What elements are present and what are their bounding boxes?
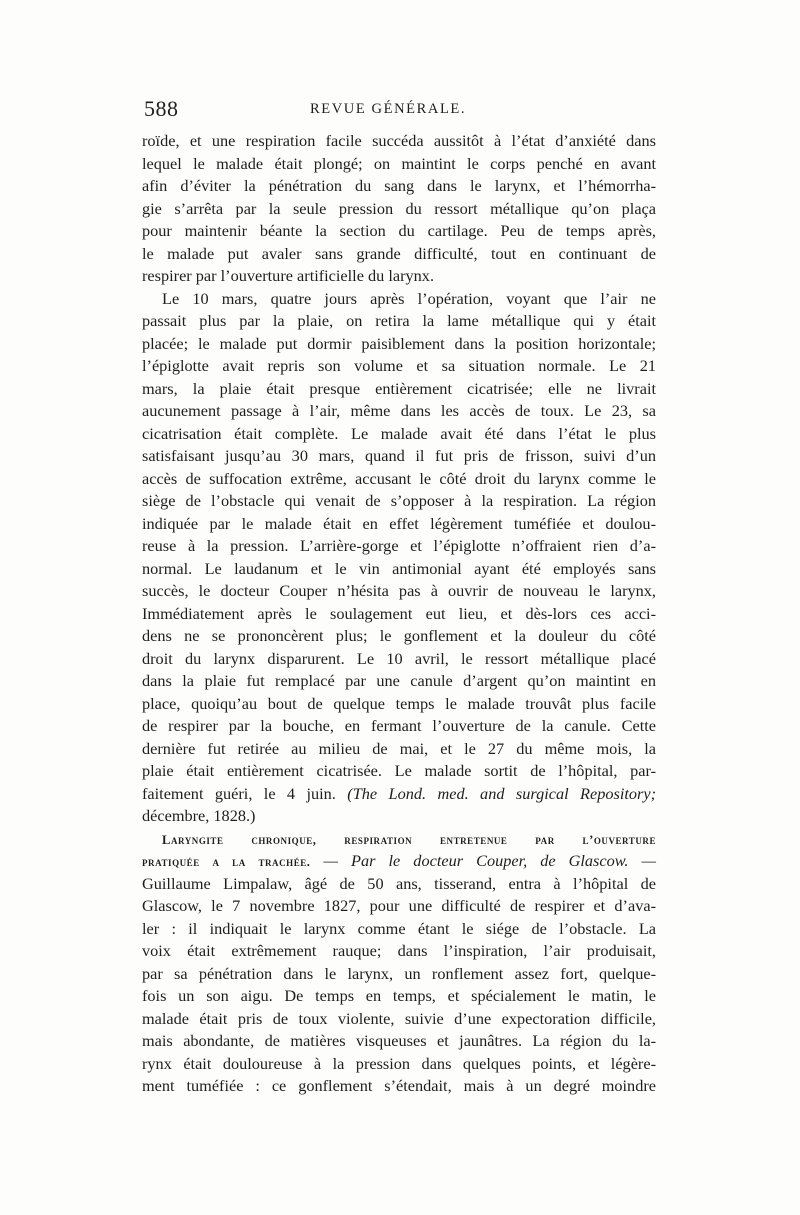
text-line: décembre, 1828.) [142,806,256,825]
article-title-continued: pratiquée a la trachée. [142,855,311,869]
text-line: cicatrisation était complète. Le malade avait été dans l’état le plus [142,423,656,443]
article-author: — Par le docteur Couper, de Glascow. — [323,851,656,870]
text-line: siège de l’obstacle qui venait de s’opposer à la respiration. La région [142,491,656,510]
text-line: indiquée par le malade était en effet légèrement tuméfiée et doulou- [142,513,656,533]
source-citation: (The Lond. med. and surgical Repository; [347,783,656,803]
page-header [144,96,656,126]
text-line: succès, le docteur Couper n’hésita pas à ouvrir de nouveau le larynx, [142,581,656,600]
article-title: Laryngite chronique, respiration entretenue par l’ouverture [162,832,656,847]
text-line: de respirer par la bouche, en fermant l’ouverture de la canule. Cette [142,716,656,735]
text-run: faitement guéri, le 4 juin. [142,783,336,803]
text-line: respirer par l’ouverture artificielle du larynx. [142,266,435,285]
text-line: l’épiglotte avait repris son volume et sa situation normale. Le 21 [142,356,656,375]
text-line: malade était pris de toux violente, suivie d’une expectoration difficile, [142,1008,656,1028]
paragraph-start-line: Le 10 mars, quatre jours après l’opération, voyant que l’air ne [162,288,656,308]
citation-line [142,783,656,806]
article-heading-line [142,828,656,851]
text-line: lequel le malade était plongé; on maintint le corps penché en avant [142,153,656,173]
page-number: 588 [144,96,179,121]
text-line: fois un son aigu. De temps en temps, et spécialement le matin, le [142,986,656,1005]
text-line: place, quoiqu’au bout de quelque temps le malade trouvât plus facile [142,693,656,713]
text-line: passait plus par la plaie, on retira la lame métallique qui y était [142,311,656,330]
text-line: rynx était douloureuse à la pression dans quelques points, et légère- [142,1053,656,1073]
text-line: afin d’éviter la pénétration du sang dans le larynx, et l’hémorrha- [142,176,656,195]
text-line: placée; le malade put dormir paisiblement dans la position horizontale; [142,333,656,353]
text-line: Glascow, le 7 novembre 1827, pour une difficulté de respirer et d’ava- [142,896,656,915]
text-line: aucunement passage à l’air, même dans les accès de toux. Le 23, sa [142,401,656,420]
text-line: mais abondante, de matières visqueuses et jaunâtres. La région du la- [142,1031,656,1050]
text-line: mars, la plaie était presque entièrement cicatrisée; elle ne livrait [142,378,656,398]
text-line: dans la plaie fut remplacé par une canule d’argent qu’on maintint en [142,671,656,690]
text-line: ment tuméfiée : ce gonflement s’étendait, mais à un degré moindre [142,1076,656,1095]
text-line: roïde, et une respiration facile succéda aussitôt à l’état d’anxiété dans [142,131,656,150]
text-line: droit du larynx disparurent. Le 10 avril, le ressort métallique placé [142,648,656,668]
text-line: plaie était entièrement cicatrisée. Le malade sortit de l’hôpital, par- [142,761,656,780]
text-line: dernière fut retirée au milieu de mai, et le 27 du même mois, la [142,738,656,758]
text-line: reuse à la pression. L’arrière-gorge et l’épiglotte n’offraient rien d’a- [142,536,656,555]
text-line: Guillaume Limpalaw, âgé de 50 ans, tisserand, entra à l’hôpital de [142,873,656,893]
text-line: pour maintenir béante la section du cartilage. Peu de temps après, [142,221,656,240]
running-head: REVUE GÉNÉRALE. [310,101,467,117]
text-line: ler : il indiquait le larynx comme étant le siége de l’obstacle. La [142,918,656,938]
text-line: normal. Le laudanum et le vin antimonial ayant été employés sans [142,558,656,578]
text-line: accès de suffocation extrême, accusant le côté droit du larynx comme le [142,468,656,488]
text-line: gie s’arrêta par la seule pression du ressort métallique qu’on plaça [142,198,656,218]
text-line: par sa pénétration dans le larynx, un ronflement assez fort, quelque- [142,963,656,983]
text-line: voix était extrêmement rauque; dans l’inspiration, l’air produisait, [142,941,656,960]
text-line: dens ne se prononcèrent plus; le gonflement et la douleur du côté [142,626,656,645]
text-line: Immédiatement après le soulagement eut lieu, et dès-lors ces acci- [142,603,656,623]
body-text [142,130,656,1098]
article-heading-line [142,850,656,873]
text-line: le malade put avaler sans grande difficulté, tout en continuant de [142,243,656,263]
text-line: satisfaisant jusqu’au 30 mars, quand il fut pris de frisson, suivi d’un [142,446,656,465]
